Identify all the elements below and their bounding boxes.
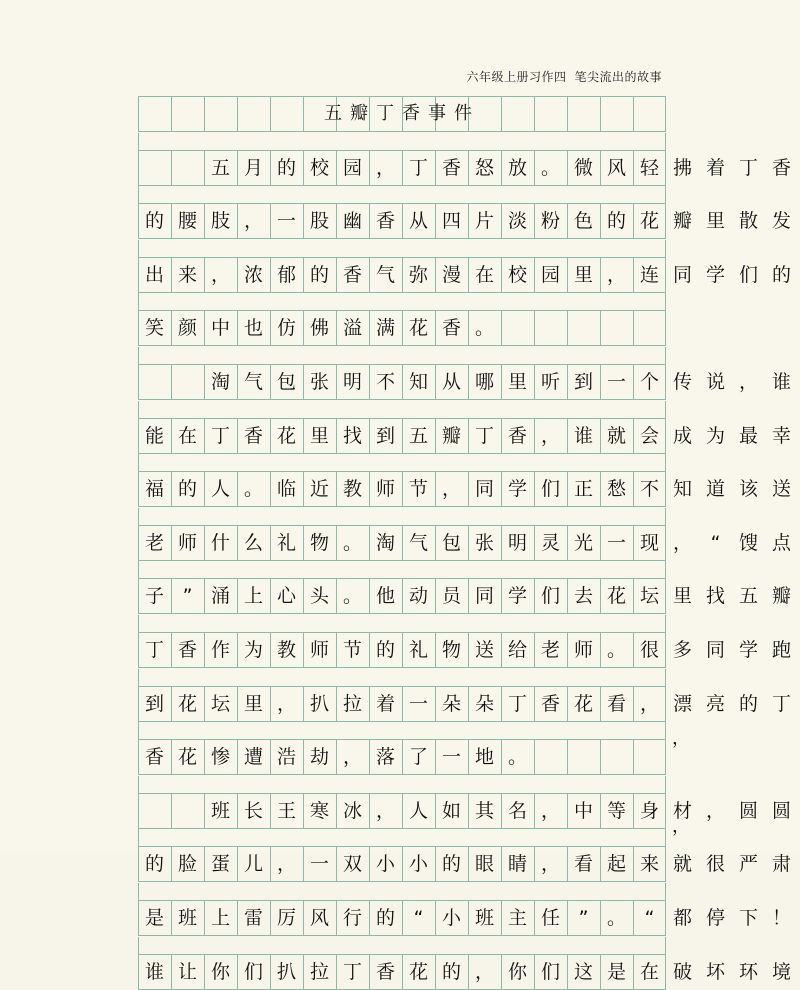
row-gap <box>138 347 666 364</box>
essay-line: 淘 气 包 张 明 不 知 从 哪 里 听 到 一 个 传 说 ， 谁 <box>210 371 791 393</box>
text-row <box>138 578 791 614</box>
essay-line: 到 花 坛 里 ， 扒 拉 着 一 朵 朵 丁 香 花 看 ， 漂 亮 的 丁 <box>144 692 791 715</box>
margin-comma: ， <box>672 728 690 749</box>
essay-line: 出 来 ， 浓 郁 的 香 气 弥 漫 在 校 园 里 ， 连 同 学 们 的 <box>144 263 791 286</box>
row-gap <box>138 776 666 793</box>
title-row <box>138 96 666 132</box>
essay-title: 五瓣丁香事件 <box>324 103 480 124</box>
text-row <box>138 739 666 775</box>
text-row <box>138 954 791 990</box>
essay-line: 的 腰 肢 ， 一 股 幽 香 从 四 片 淡 粉 色 的 花 瓣 里 散 发 <box>144 210 791 233</box>
essay-line: 能 在 丁 香 花 里 找 到 五 瓣 丁 香 ， 谁 就 会 成 为 最 幸 <box>144 424 791 447</box>
essay-line: 老 师 什 么 礼 物 。 淘 气 包 张 明 灵 光 一 现 ， “ 馊 点 <box>144 531 791 554</box>
text-row <box>138 471 791 507</box>
row-gap <box>138 829 666 846</box>
text-row <box>138 150 791 186</box>
row-gap <box>138 454 666 471</box>
row-gap <box>138 669 666 686</box>
text-row <box>138 310 666 346</box>
text-row <box>138 793 791 829</box>
essay-line: 福 的 人 。 临 近 教 师 节 ， 同 学 们 正 愁 不 知 道 该 送 <box>144 478 791 501</box>
essay-line: 的 脸 蛋 儿 ， 一 双 小 小 的 眼 睛 ， 看 起 来 就 很 严 肃 <box>144 853 791 876</box>
row-gap <box>138 186 666 203</box>
text-row <box>138 846 791 882</box>
essay-line: 笑 颜 中 也 仿 佛 溢 满 花 香 。 <box>144 317 494 340</box>
essay-line: 是 班 上 雷 厉 风 行 的 “ 小 班 主 任 ” 。 “ 都 停 下 ！ <box>144 907 791 929</box>
text-row <box>138 203 791 239</box>
row-gap <box>138 615 666 632</box>
row-gap <box>138 883 666 900</box>
essay-line: 班 长 王 寒 冰 ， 人 如 其 名 ， 中 等 身 材 ， 圆 圆 <box>210 799 791 822</box>
row-gap <box>138 133 666 150</box>
chapter-label: 六年级上册习作四 <box>466 70 567 84</box>
margin-comma: ， <box>672 816 690 837</box>
page-header <box>466 68 662 85</box>
row-gap <box>138 240 666 257</box>
row-gap <box>138 561 666 578</box>
row-gap <box>138 722 666 739</box>
text-row <box>138 686 791 722</box>
row-gap <box>138 508 666 525</box>
text-row <box>138 257 791 293</box>
text-row <box>138 632 791 668</box>
essay-line: 丁 香 作 为 教 师 节 的 礼 物 送 给 老 师 。 很 多 同 学 跑 <box>144 639 791 661</box>
essay-line: 五 月 的 校 园 ， 丁 香 怒 放 。 微 风 轻 拂 着 丁 香 <box>210 156 791 179</box>
row-gap <box>138 401 666 418</box>
row-gap <box>138 293 666 310</box>
topic-label: 笔尖流出的故事 <box>574 70 662 84</box>
text-row <box>138 364 791 400</box>
essay-line: 子 ” 涌 上 心 头 。 他 动 员 同 学 们 去 花 坛 里 找 五 瓣 <box>144 585 791 608</box>
essay-line: 谁 让 你 们 扒 拉 丁 香 花 的 ， 你 们 这 是 在 破 坏 环 境 <box>144 960 791 983</box>
text-row <box>138 418 791 454</box>
essay-line: 香 花 惨 遭 浩 劫 ， 落 了 一 地 。 <box>144 746 527 769</box>
row-gap <box>138 937 666 954</box>
grid-paper <box>138 92 791 983</box>
text-row <box>138 900 791 936</box>
text-row <box>138 525 791 561</box>
